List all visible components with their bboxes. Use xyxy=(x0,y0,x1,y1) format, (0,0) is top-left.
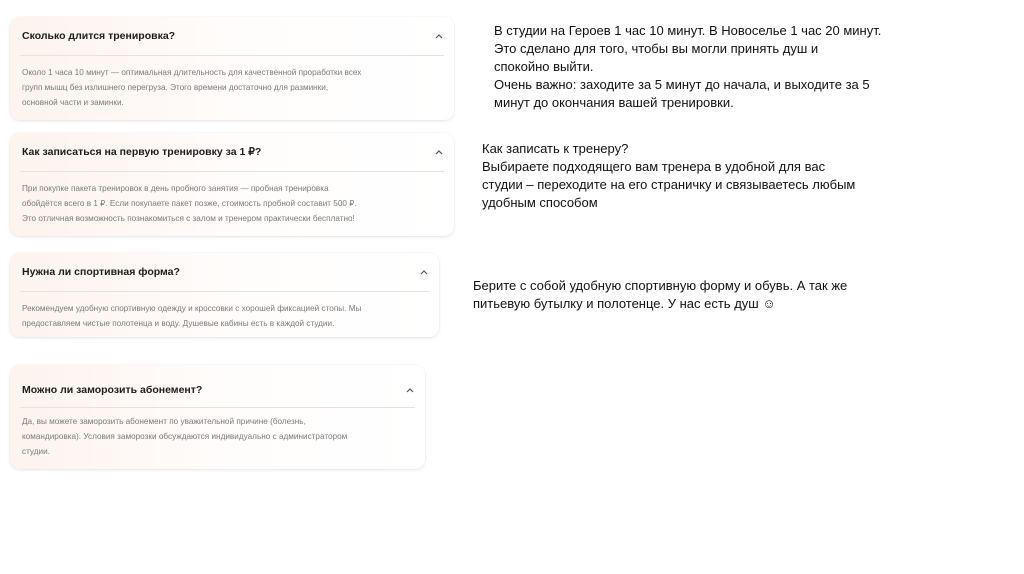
faq-item-freeze-subscription xyxy=(10,365,425,469)
faq-question-text: Нужна ли спортивная форма? xyxy=(22,266,180,278)
faq-question-text: Сколько длится тренировка? xyxy=(22,30,176,42)
note-line: Это сделано для того, чтобы вы могли принять душ и xyxy=(494,41,819,56)
note-book-trainer xyxy=(482,140,855,212)
faq-answer xyxy=(10,56,454,118)
faq-question-text: Как записаться на первую тренировку за 1 ₽? xyxy=(22,146,262,158)
faq-answer-line: основной части и заминки. xyxy=(22,98,124,107)
note-training-duration xyxy=(494,22,881,112)
note-line: Выбираете подходящего вам тренера в удобной для вас xyxy=(482,159,826,174)
faq-question-header[interactable] xyxy=(10,253,439,291)
faq-question-header[interactable] xyxy=(10,17,454,55)
faq-item-sportswear xyxy=(10,253,439,337)
chevron-up-icon[interactable] xyxy=(434,147,444,157)
chevron-up-icon[interactable] xyxy=(419,267,429,277)
faq-answer-line: Рекомендуем удобную спортивную одежду и кроссовки с хорошей фиксацией стопы. Мы xyxy=(22,304,362,313)
note-line: Берите с собой удобную спортивную форму и обувь. А так же xyxy=(473,278,848,293)
faq-answer-line: Это отличная возможность познакомиться с залом и тренером практически бесплатно! xyxy=(22,214,355,223)
chevron-up-icon[interactable] xyxy=(434,31,444,41)
faq-answer-line: обойдётся всего в 1 ₽. Если покупаете пакет позже, стоимость пробной составит 500 ₽. xyxy=(22,199,357,208)
note-line: Очень важно: заходите за 5 минут до начала, и выходите за 5 xyxy=(494,77,870,92)
note-line: спокойно выйти. xyxy=(494,59,594,74)
faq-answer-line: При покупке пакета тренировок в день пробного занятия — пробная тренировка xyxy=(22,184,329,193)
faq-answer-line: командировка). Условия заморозки обсуждаются индивидуально с администратором xyxy=(22,432,348,441)
faq-answer xyxy=(10,172,454,234)
faq-answer xyxy=(10,408,425,467)
note-line: В студии на Героев 1 час 10 минут. В Новоселье 1 час 20 минут. xyxy=(494,23,882,38)
note-sportswear xyxy=(473,277,847,313)
faq-question-text: Можно ли заморозить абонемент? xyxy=(22,384,203,396)
faq-item-training-duration xyxy=(10,17,454,120)
faq-question-header[interactable] xyxy=(10,133,454,171)
note-line: питьевую бутылку и полотенце. У нас есть душ ☺ xyxy=(473,296,776,311)
faq-answer-line: Около 1 часа 10 минут — оптимальная длительность для качественной проработки всех xyxy=(22,68,362,77)
faq-answer-line: групп мышц без излишнего перегруза. Этого времени достаточно для разминки, xyxy=(22,83,329,92)
faq-question-header[interactable] xyxy=(10,373,425,407)
note-line: удобным способом xyxy=(482,195,598,210)
note-line: Как записать к тренеру? xyxy=(482,141,629,156)
chevron-up-icon[interactable] xyxy=(405,385,415,395)
faq-answer-line: Да, вы можете заморозить абонемент по уважительной причине (болезнь, xyxy=(22,417,306,426)
note-line: студии – переходите на его страничку и связываетесь любым xyxy=(482,177,856,192)
note-line: минут до окончания вашей тренировки. xyxy=(494,95,734,110)
faq-item-first-training xyxy=(10,133,454,236)
faq-answer-line: предоставляем чистые полотенца и воду. Душевые кабины есть в каждой студии. xyxy=(22,319,335,328)
faq-answer xyxy=(10,292,439,337)
faq-answer-line: студии. xyxy=(22,447,50,456)
